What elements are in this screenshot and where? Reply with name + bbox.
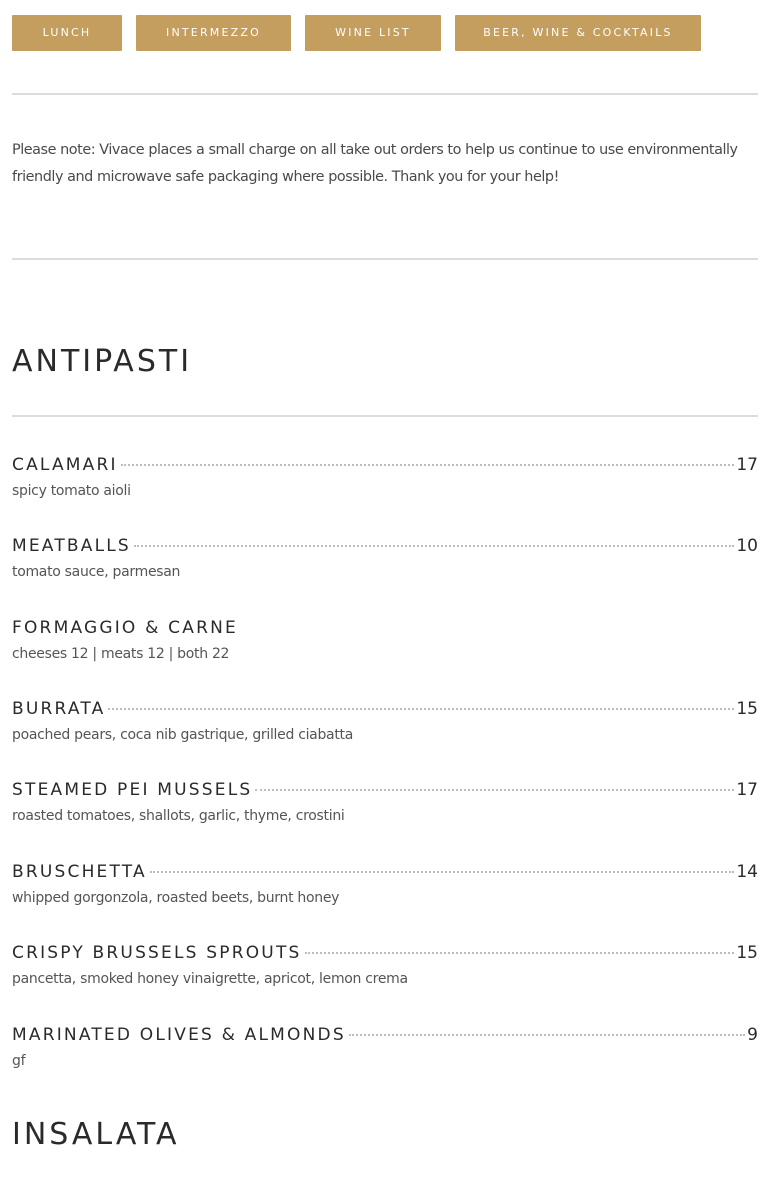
takeout-note: Please note: Vivace places a small charge on all take out orders to help us continue to use environmentally friendly and microwave safe packaging where possible. Thank you for your help! bbox=[12, 142, 738, 185]
section-title-antipasti: ANTIPASTI bbox=[12, 344, 193, 379]
item-price: 17 bbox=[736, 780, 758, 800]
dot-leader bbox=[150, 871, 734, 873]
dot-leader bbox=[121, 464, 735, 466]
item-price: 15 bbox=[736, 943, 758, 963]
menu-item bbox=[12, 1025, 758, 1070]
wine-list-button[interactable]: WINE LIST bbox=[305, 15, 441, 51]
item-description: roasted tomatoes, shallots, garlic, thyme, crostini bbox=[12, 808, 345, 824]
divider bbox=[12, 258, 758, 260]
item-name: STEAMED PEI MUSSELS bbox=[12, 780, 253, 800]
item-description: pancetta, smoked honey vinaigrette, apricot, lemon crema bbox=[12, 971, 408, 987]
dot-leader bbox=[134, 545, 734, 547]
item-name: BURRATA bbox=[12, 699, 106, 719]
menu-item bbox=[12, 862, 758, 907]
menu-item bbox=[12, 455, 758, 500]
item-price: 10 bbox=[736, 536, 758, 556]
item-description: whipped gorgonzola, roasted beets, burnt honey bbox=[12, 890, 340, 906]
item-description: gf bbox=[12, 1053, 26, 1069]
dot-leader bbox=[305, 952, 735, 954]
menu-item bbox=[12, 699, 758, 744]
divider bbox=[12, 93, 758, 95]
item-price: 9 bbox=[747, 1025, 758, 1045]
item-name: FORMAGGIO & CARNE bbox=[12, 618, 238, 638]
item-name: CALAMARI bbox=[12, 455, 118, 475]
menu-item bbox=[12, 780, 758, 825]
menu-item bbox=[12, 618, 758, 663]
item-price: 17 bbox=[736, 455, 758, 475]
menu-item bbox=[12, 943, 758, 988]
dot-leader bbox=[255, 789, 734, 791]
item-price: 14 bbox=[736, 862, 758, 882]
item-description: poached pears, coca nib gastrique, grilled ciabatta bbox=[12, 727, 353, 743]
dot-leader bbox=[108, 708, 734, 710]
section-title-insalata: INSALATA bbox=[12, 1117, 180, 1152]
item-name: CRISPY BRUSSELS SPROUTS bbox=[12, 943, 302, 963]
divider bbox=[12, 415, 758, 417]
item-description: spicy tomato aioli bbox=[12, 483, 131, 499]
beer-wine-cocktails-button[interactable]: BEER, WINE & COCKTAILS bbox=[455, 15, 701, 51]
item-name: MEATBALLS bbox=[12, 536, 131, 556]
dot-leader bbox=[349, 1034, 745, 1036]
item-price: 15 bbox=[736, 699, 758, 719]
item-description: cheeses 12 | meats 12 | both 22 bbox=[12, 646, 230, 662]
item-description: tomato sauce, parmesan bbox=[12, 564, 181, 580]
lunch-button[interactable]: LUNCH bbox=[12, 15, 122, 51]
intermezzo-button[interactable]: INTERMEZZO bbox=[136, 15, 291, 51]
item-name: BRUSCHETTA bbox=[12, 862, 147, 882]
menu-item bbox=[12, 536, 758, 581]
item-name: MARINATED OLIVES & ALMONDS bbox=[12, 1025, 346, 1045]
